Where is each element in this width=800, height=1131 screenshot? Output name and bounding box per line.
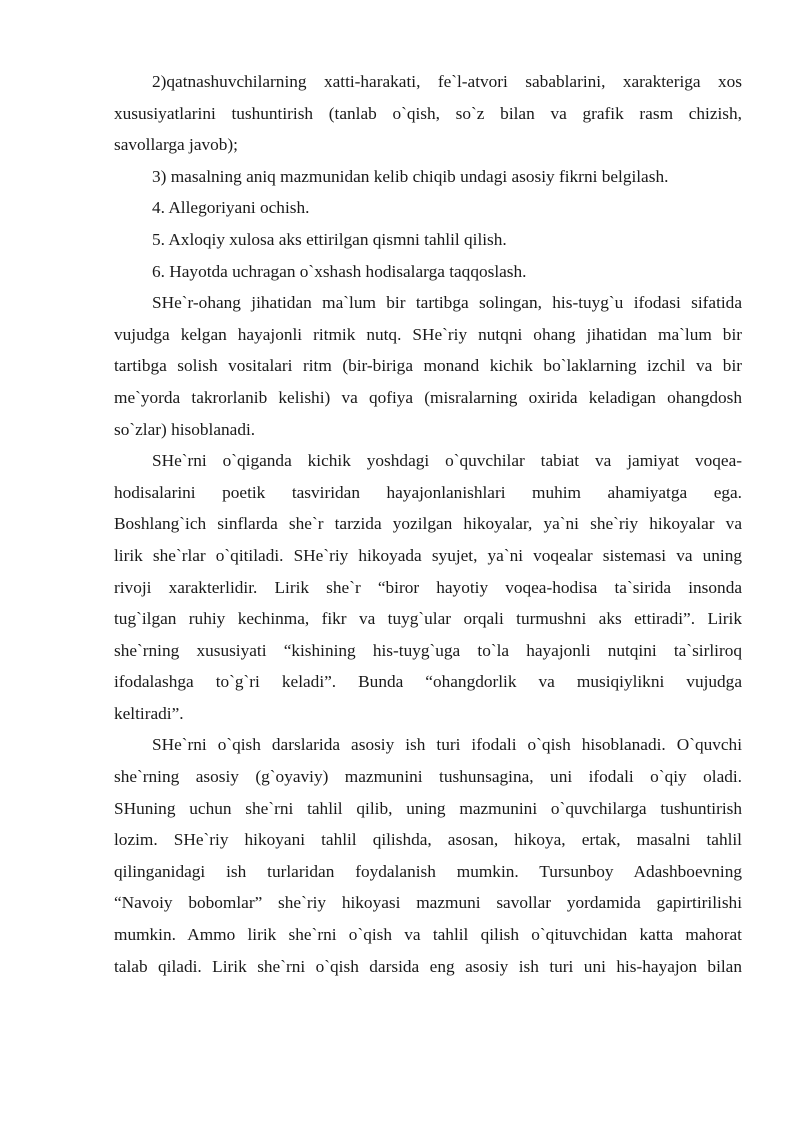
text-line: lirik she`rlar o`qitiladi. SHe`riy hikoyada syujet, ya`ni voqealar sistemasi va uning: [114, 545, 742, 565]
list-item: 6. Hayotda uchragan o`xshash hodisalarga taqqoslash.: [152, 261, 527, 281]
text-line: so`zlar) hisoblanadi.: [114, 419, 256, 439]
list-item: 3) masalning aniq mazmunidan kelib chiqib undagi asosiy fikrni belgilash.: [152, 166, 669, 186]
text-line: she`rning asosiy (g`oyaviy) mazmunini tushunsagina, uni ifodali o`qiy oladi.: [114, 767, 742, 787]
text-line: rivoji xarakterlidir. Lirik she`r “biror hayotiy voqea-hodisa ta`sirida insonda: [114, 577, 742, 597]
text-line: tartibga solish vositalari ritm (bir-biriga monand kichik bo`laklarning izchil va bir: [114, 356, 742, 376]
text-line: qilinganidagi ish turlaridan foydalanish mumkin. Tursunboy Adashboevning: [114, 861, 742, 881]
text-line: “Navoiy bobomlar” she`riy hikoyasi mazmuni savollar yordamida gapirtirilishi: [114, 893, 742, 913]
text-line: talab qiladi. Lirik she`rni o`qish darsida eng asosiy ish turi uni his-hayajon bilan: [114, 956, 742, 976]
text-line: vujudga kelgan hayajonli ritmik nutq. SHe`riy nutqni ohang jihatidan ma`lum bir: [114, 324, 742, 344]
text-line: SHuning uchun she`rni tahlil qilib, uning mazmunini o`quvchilarga tushuntirish: [114, 798, 742, 818]
text-line: SHe`r-ohang jihatidan ma`lum bir tartibga solingan, his-tuyg`u ifodasi sifatida: [152, 293, 742, 313]
text-line: xususiyatlarini tushuntirish (tanlab o`qish, so`z bilan va grafik rasm chizish,: [114, 103, 742, 123]
text-line: she`rning xususiyati “kishining his-tuyg`uga to`la hayajonli nutqini ta`sirliroq: [114, 640, 742, 660]
text-line: hodisalarini poetik tasviridan hayajonlanishlari muhim ahamiyatga ega.: [114, 482, 742, 502]
text-line: SHe`rni o`qiganda kichik yoshdagi o`quvchilar tabiat va jamiyat voqea-: [152, 451, 742, 471]
text-line: ifodalashga to`g`ri keladi”. Bunda “ohangdorlik va musiqiylikni vujudga: [114, 672, 742, 692]
list-item: 5. Axloqiy xulosa aks ettirilgan qismni tahlil qilish.: [152, 229, 507, 249]
document-page: [114, 66, 742, 982]
text-line: savollarga javob);: [114, 135, 238, 155]
text-line: me`yorda takrorlanib kelishi) va qofiya (misralarning oxirida keladigan ohangdosh: [114, 387, 742, 407]
text-line: mumkin. Ammo lirik she`rni o`qish va tahlil qilish o`qituvchidan katta mahorat: [114, 925, 742, 945]
text-line: lozim. SHe`riy hikoyani tahlil qilishda, asosan, hikoya, ertak, masalni tahlil: [114, 830, 742, 850]
text-line: SHe`rni o`qish darslarida asosiy ish turi ifodali o`qish hisoblanadi. O`quvchi: [152, 735, 742, 755]
text-line: 2)qatnashuvchilarning xatti-harakati, fe`l-atvori sabablarini, xarakteriga xos: [152, 72, 742, 91]
text-line: keltiradi”.: [114, 703, 184, 723]
text-line: tug`ilgan ruhiy kechinma, fikr va tuyg`ular orqali turmushni aks ettiradi”. Lirik: [114, 609, 742, 629]
text-line: Boshlang`ich sinflarda she`r tarzida yozilgan hikoyalar, ya`ni she`riy hikoyalar va: [114, 514, 742, 534]
list-item: 4. Allegoriyani ochish.: [152, 198, 310, 218]
